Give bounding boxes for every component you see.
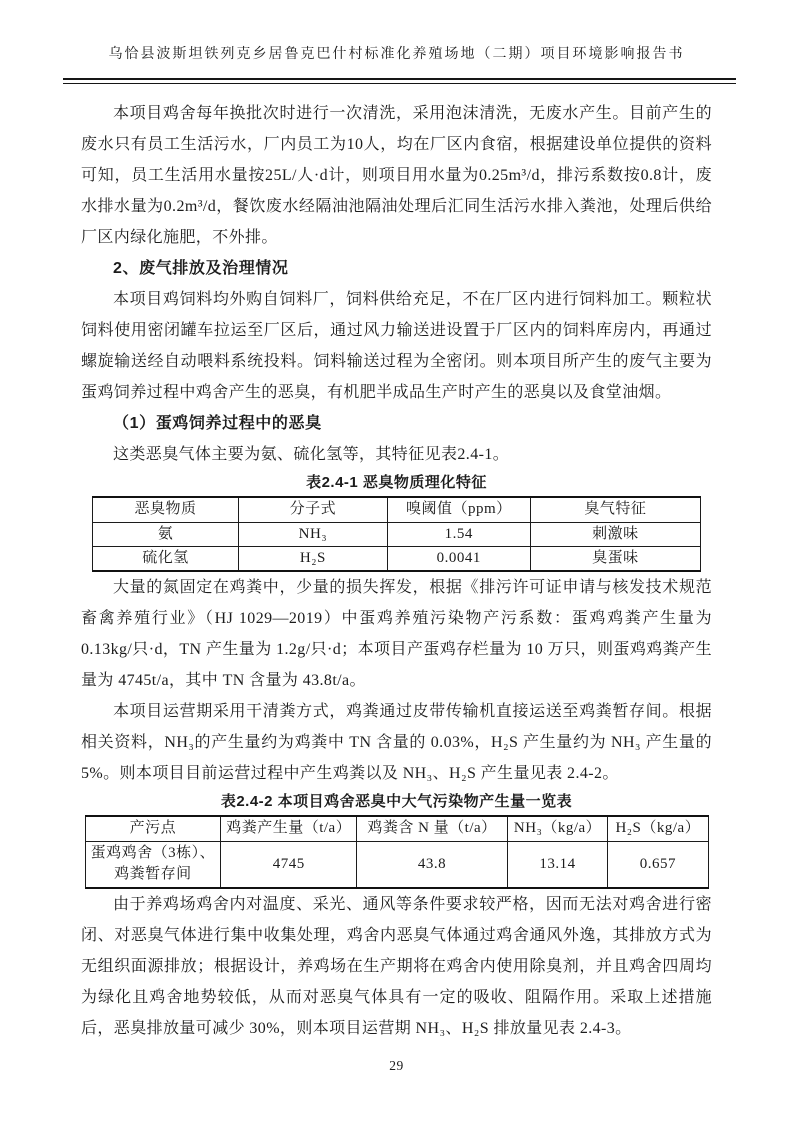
table-cell: 0.0041 <box>387 546 530 571</box>
table2-header-row <box>85 816 708 842</box>
odor-characteristics-table <box>92 496 701 572</box>
table-cell: 硫化氢 <box>93 546 239 571</box>
table2-header-h2s: H₂S（kg/a） <box>608 816 708 842</box>
page-header <box>0 46 793 84</box>
table-cell: 0.657 <box>608 841 708 888</box>
header-divider <box>63 78 736 84</box>
table1-header-row <box>93 497 701 523</box>
table-cell: 13.14 <box>507 841 607 888</box>
table2-header-source: 产污点 <box>85 816 221 842</box>
heading-odor: （1）蛋鸡饲养过程中的恶臭 <box>113 414 322 432</box>
table1-header-threshold: 嗅阈值（ppm） <box>387 497 530 523</box>
table-cell: 43.8 <box>357 841 508 888</box>
paragraph-nitrogen: 大量的氮固定在鸡粪中，少量的损失挥发，根据《排污许可证申请与核发技术规范 畜禽养殖行业》（HJ 1029—2019）中蛋鸡养殖污染物产污系数：蛋鸡鸡粪产生量为0.13kg/只·d，TN 产生量为 1.2g/只·d；本项目产蛋鸡存栏量为 10 万只，则蛋鸡鸡粪产生量为 4745t/a，其中 TN 含量为 43.8t/a。 <box>81 578 712 689</box>
table1-row-ammonia <box>93 522 701 546</box>
header-title: 乌恰县波斯坦铁列克乡居鲁克巴什村标准化养殖场地（二期）项目环境影响报告书 <box>108 47 685 62</box>
document-content <box>81 98 712 1044</box>
paragraph-odor-gases: 这类恶臭气体主要为氨、硫化氢等，其特征见表2.4-1。 <box>113 445 510 463</box>
table-cell: 1.54 <box>387 522 530 546</box>
table-cell: 蛋鸡鸡舍（3栋）、鸡粪暂存间 <box>85 841 221 888</box>
table-cell: H₂S <box>238 546 387 571</box>
table-cell: 4745 <box>221 841 357 888</box>
table2-header-n-content: 鸡粪含 N 量（t/a） <box>357 816 508 842</box>
table2-data-row <box>85 841 708 888</box>
table2-header-manure: 鸡粪产生量（t/a） <box>221 816 357 842</box>
paragraph-wastewater: 本项目鸡舍每年换批次时进行一次清洗，采用泡沫清洗，无废水产生。目前产生的废水只有员工生活污水，厂内员工为10人，均在厂区内食宿，根据建设单位提供的资料可知，员工生活用水量按25L/人·d计，则项目用水量为0.25m³/d，排污系数按0.8计，废水排水量为0.2m³/d，餐饮废水经隔油池隔油处理后汇同生活污水排入粪池，处理后供给厂区内绿化施肥，不外排。 <box>81 104 712 246</box>
table-cell: 臭蛋味 <box>530 546 700 571</box>
paragraph-odor-control: 由于养鸡场鸡舍内对温度、采光、通风等条件要求较严格，因而无法对鸡舍进行密闭、对恶臭气体进行集中收集处理，鸡舍内恶臭气体通过鸡舍通风外逸，其排放方式为无组织面源排放；根据设计，养鸡场在生产期将在鸡舍内使用除臭剂，并且鸡舍四周均为绿化且鸡舍地势较低，从而对恶臭气体具有一定的吸收、阻隔作用。采取上述措施后，恶臭排放量可减少 30%，则本项目运营期 NH₃、H₂S 排放量见表 2.4-3。 <box>81 895 712 1037</box>
table1-header-formula: 分子式 <box>238 497 387 523</box>
pollutant-generation-table <box>85 815 709 889</box>
heading-waste-gas: 2、废气排放及治理情况 <box>113 259 289 277</box>
page-number: 29 <box>389 1058 404 1073</box>
table1-header-substance: 恶臭物质 <box>93 497 239 523</box>
table1-header-odor-character: 臭气特征 <box>530 497 700 523</box>
table2-header-nh3: NH₃（kg/a） <box>507 816 607 842</box>
paragraph-feed: 本项目鸡饲料均外购自饲料厂，饲料供给充足，不在厂区内进行饲料加工。颗粒状饲料使用密闭罐车拉运至厂区后，通过风力输送进设置于厂区内的饲料库房内，再通过螺旋输送经自动喂料系统投料。饲料输送过程为全密闭。则本项目所产生的废气主要为蛋鸡饲养过程中鸡舍产生的恶臭，有机肥半成品生产时产生的恶臭以及食堂油烟。 <box>81 290 712 401</box>
table1-row-h2s <box>93 546 701 571</box>
paragraph-manure-handling: 本项目运营期采用干清粪方式，鸡粪通过皮带传输机直接运送至鸡粪暂存间。根据相关资料，NH₃的产生量约为鸡粪中 TN 含量的 0.03%，H₂S 产生量约为 NH₃ 产生量的5%。则本项目目前运营过程中产生鸡粪以及 NH₃、H₂S 产生量见表 2.4-2。 <box>81 702 712 782</box>
table-cell: 刺激味 <box>530 522 700 546</box>
table1-title: 表2.4-1 恶臭物质理化特征 <box>306 473 487 491</box>
table2-title: 表2.4-2 本项目鸡舍恶臭中大气污染物产生量一览表 <box>220 792 573 810</box>
table-cell: NH₃ <box>238 522 387 546</box>
table-cell: 氨 <box>93 522 239 546</box>
